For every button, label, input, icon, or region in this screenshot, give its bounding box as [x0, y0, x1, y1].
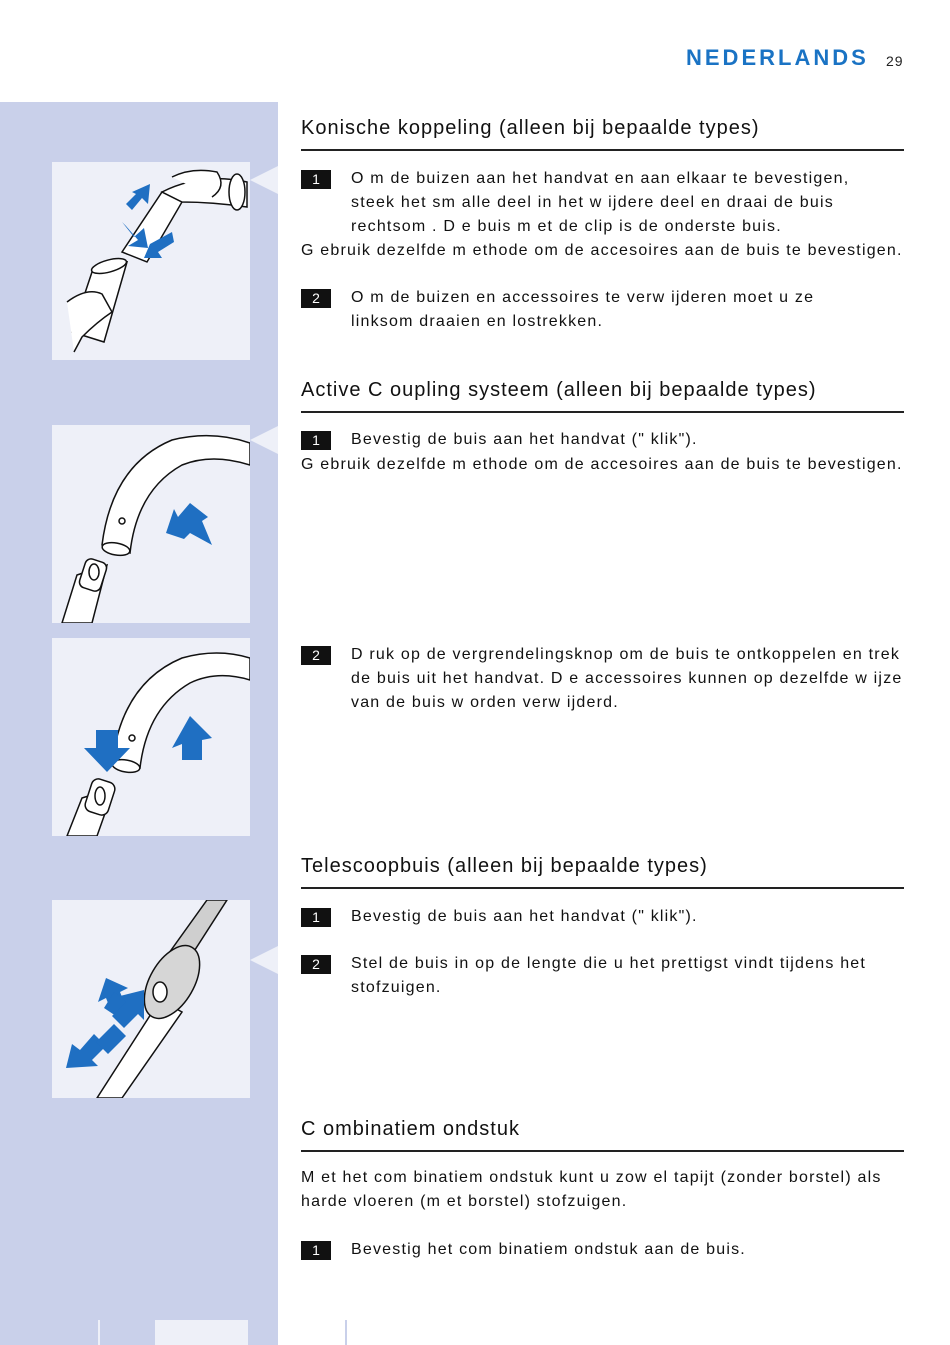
panel-pointer — [250, 946, 278, 974]
section-title-telescoopbuis: Telescoopbuis (alleen bij bepaalde types) — [301, 855, 708, 877]
step-text: Bevestig het com binatiem ondstuk aan de buis. — [351, 1241, 746, 1258]
illustration-active-coupling-attach — [52, 425, 250, 623]
step-text: Bevestig de buis aan het handvat (" klik"). — [351, 908, 698, 925]
intro-text: M et het com binatiem ondstuk kunt u zow el tapijt (zonder borstel) als harde vloeren (m et borstel) stofzuigen. — [301, 1169, 882, 1210]
note-text: G ebruik dezelfde m ethode om de accesoires aan de buis te bevestigen. — [301, 242, 903, 259]
note-text: G ebruik dezelfde m ethode om de accesoires aan de buis te bevestigen. — [301, 456, 903, 473]
section-title-combinatiemondstuk: C ombinatiem ondstuk — [301, 1118, 520, 1140]
step-text: Stel de buis in op de lengte die u het prettigst vindt tijdens het stofzuigen. — [351, 955, 867, 996]
illustration-telescopic-tube — [52, 900, 250, 1098]
section-divider — [301, 887, 904, 889]
step-number: 2 — [301, 289, 331, 308]
step-text: Bevestig de buis aan het handvat (" klik"). — [351, 431, 698, 448]
next-illustration-edge — [98, 1320, 100, 1345]
step-text: O m de buizen en accessoires te verw ijderen moet u ze linksom draaien en lostrekken. — [351, 289, 815, 330]
step-number: 1 — [301, 431, 331, 450]
step-number: 1 — [301, 908, 331, 927]
section-divider — [301, 149, 904, 151]
step-number: 2 — [301, 955, 331, 974]
language-header: NEDERLANDS — [686, 45, 869, 70]
next-illustration-edge — [155, 1320, 248, 1345]
section-title-konische: Konische koppeling (alleen bij bepaalde types) — [301, 117, 760, 139]
arrow-up-icon — [172, 716, 212, 760]
step-number: 1 — [301, 170, 331, 189]
section-divider — [301, 411, 904, 413]
section-divider — [301, 1150, 904, 1152]
panel-pointer — [250, 426, 278, 454]
step-text: D ruk op de vergrendelingsknop om de buis te ontkoppelen en trek de buis uit het handvat. D e accessoires kunnen op dezelfde w ijze van de buis w orden verw ijderd. — [351, 646, 903, 711]
illustration-conical-coupling — [52, 162, 250, 360]
step-number: 2 — [301, 646, 331, 665]
next-illustration-edge — [345, 1320, 347, 1345]
page-number: 29 — [886, 53, 904, 69]
illustration-active-coupling-release — [52, 638, 250, 836]
arrow-down-icon — [166, 503, 212, 545]
step-number: 1 — [301, 1241, 331, 1260]
section-title-active-coupling: Active C oupling systeem (alleen bij bepaalde types) — [301, 379, 817, 401]
step-text: O m de buizen aan het handvat en aan elkaar te bevestigen, steek het sm alle deel in het w ijdere deel en draai de buis rechtsom . D e buis m et de clip is de onderste buis. — [351, 170, 850, 235]
panel-pointer — [250, 166, 278, 194]
